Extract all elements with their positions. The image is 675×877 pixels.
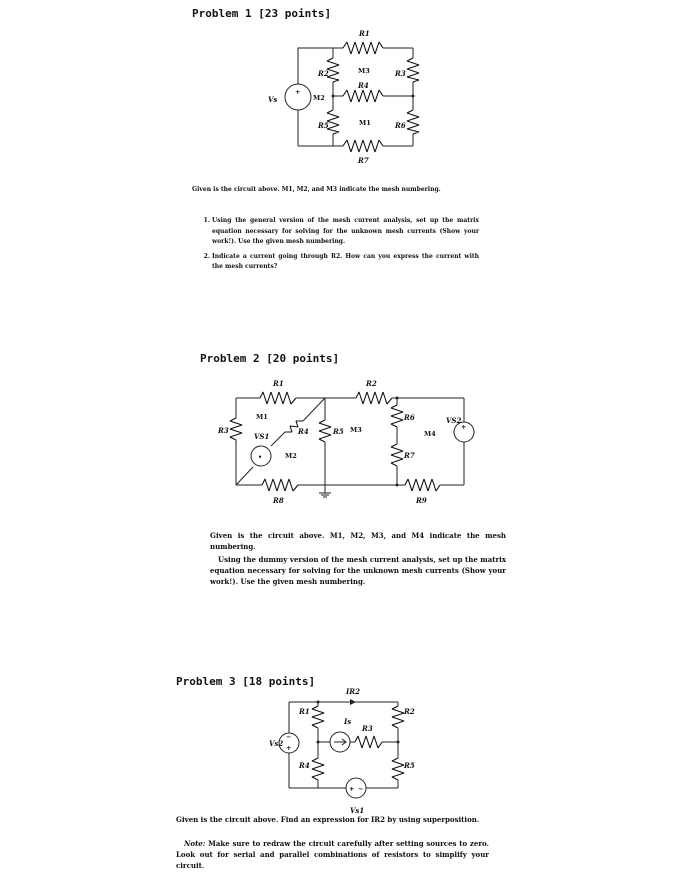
svg-text:R2: R2 — [366, 379, 377, 388]
svg-text:M3: M3 — [358, 67, 370, 75]
svg-text:M4: M4 — [424, 430, 436, 438]
svg-text:R1: R1 — [299, 707, 310, 716]
svg-text:+: + — [295, 88, 301, 96]
svg-text:Vs1: Vs1 — [350, 806, 365, 815]
svg-text:Is: Is — [344, 717, 352, 726]
svg-text:R4: R4 — [299, 761, 310, 770]
svg-text:R6: R6 — [395, 121, 406, 130]
svg-text:−: − — [286, 733, 292, 741]
resistor-r1 — [312, 706, 324, 728]
problem-1-title: Problem 1 [23 points] — [192, 7, 332, 20]
resistor-r5 — [392, 758, 404, 780]
svg-text:R5: R5 — [318, 121, 329, 130]
svg-text:R8: R8 — [273, 496, 284, 505]
svg-text:M1: M1 — [359, 119, 371, 127]
svg-text:R2: R2 — [404, 707, 415, 716]
problem-2-title: Problem 2 [20 points] — [200, 352, 340, 365]
svg-text:R4: R4 — [298, 427, 309, 436]
svg-text:R9: R9 — [416, 496, 427, 505]
svg-text:R1: R1 — [359, 29, 370, 38]
list-item: 2. Indicate a current going through R2. How can you express the current with the mesh currents? — [212, 252, 479, 273]
svg-text:R3: R3 — [362, 724, 373, 733]
svg-text:M3: M3 — [350, 426, 362, 434]
resistor-r4 — [312, 758, 324, 780]
svg-text:R2: R2 — [318, 69, 329, 78]
svg-text:•: • — [258, 453, 263, 461]
note-text: Make sure to redraw the circuit carefully after setting sources to zero. Look out for serial and parallel combinations of resistors to simplify your circuit. — [176, 839, 489, 870]
problem-3-title: Problem 3 [18 points] — [176, 675, 316, 688]
svg-text:+: + — [349, 785, 355, 793]
resistor-r3 — [355, 736, 382, 748]
svg-text:R3: R3 — [395, 69, 406, 78]
svg-text:R5: R5 — [404, 761, 415, 770]
svg-text:R7: R7 — [404, 451, 415, 460]
svg-text:R3: R3 — [218, 426, 229, 435]
svg-text:IR2: IR2 — [346, 687, 360, 696]
svg-text:VS1: VS1 — [254, 432, 270, 441]
svg-text:R4: R4 — [358, 81, 369, 90]
svg-text:R5: R5 — [333, 427, 344, 436]
problem-3-para-1: Given is the circuit above. Find an expression for IR2 by using superposition. — [176, 815, 480, 824]
note-label: Note: — [184, 839, 206, 848]
svg-text:R7: R7 — [358, 156, 369, 165]
svg-text:M1: M1 — [256, 413, 268, 421]
svg-text:Vs2: Vs2 — [269, 739, 284, 748]
svg-text:+: + — [286, 744, 292, 752]
svg-text:M2: M2 — [313, 94, 325, 102]
problem-3-note — [176, 838, 489, 871]
list-item: 1. Using the general version of the mesh current analysis, set up the matrix equation necessary for solving for the unknown mesh currents (Show your work!). Use the given mesh numbering. — [212, 216, 479, 248]
svg-text:M2: M2 — [285, 452, 297, 460]
svg-text:Vs: Vs — [268, 95, 278, 104]
svg-text:+: + — [461, 423, 467, 431]
problem-1-intro: Given is the circuit above. M1, M2, and M3 indicate the mesh numbering. — [192, 186, 441, 193]
resistor-r2 — [392, 706, 404, 728]
svg-text:−: − — [358, 785, 364, 793]
svg-text:R1: R1 — [273, 379, 284, 388]
svg-text:R6: R6 — [404, 413, 415, 422]
svg-text:VS2: VS2 — [446, 416, 462, 425]
problem-2-para-1: Given is the circuit above. M1, M2, M3, and M4 indicate the mesh numbering. — [210, 531, 506, 551]
problem-2-para-2: Using the dummy version of the mesh current analysis, set up the matrix equation necessary for solving for the unknown mesh currents (Show your work!). Use the given mesh numbering. — [210, 555, 506, 586]
